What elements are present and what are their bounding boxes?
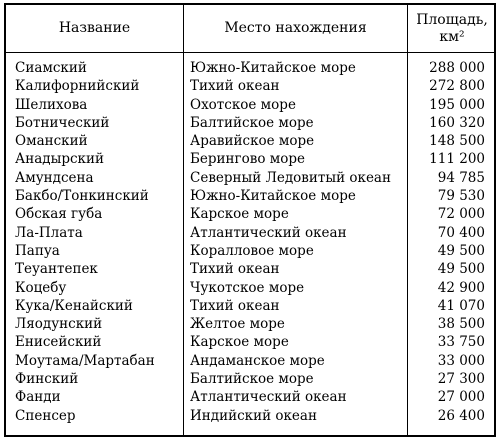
cell-name: Ла-Плата — [15, 224, 83, 241]
header-area-unit: км² — [439, 28, 465, 45]
cell-location: Тихий океан — [190, 78, 280, 95]
cell-location: Карское море — [190, 206, 289, 223]
cell-area: 79 530 — [437, 188, 485, 205]
cell-name: Теуантепек — [15, 261, 98, 278]
cell-name: Бакбо/Тонкинский — [15, 188, 149, 205]
cell-area: 33 000 — [437, 352, 485, 369]
table-row — [6, 132, 494, 150]
cell-name: Моутама/Мартабан — [15, 352, 155, 369]
cell-location: Карское море — [190, 334, 289, 351]
table-row — [6, 59, 494, 77]
header-name — [6, 5, 183, 52]
cell-name: Анадырский — [15, 151, 104, 168]
cell-name: Обская губа — [15, 206, 103, 223]
cell-location: Балтийское море — [190, 114, 314, 131]
table-row — [6, 260, 494, 278]
cell-name: Енисейский — [15, 334, 102, 351]
cell-name: Шелихова — [15, 96, 88, 113]
table-body — [6, 59, 494, 425]
cell-location: Атлантический океан — [190, 389, 347, 406]
cell-location: Коралловое море — [190, 242, 314, 259]
table-row — [6, 224, 494, 242]
cell-area: 272 800 — [429, 78, 485, 95]
cell-location: Охотское море — [190, 96, 296, 113]
cell-area: 38 500 — [437, 316, 485, 333]
cell-name: Коцебу — [15, 279, 67, 296]
table-row — [6, 150, 494, 168]
cell-location: Атлантический океан — [190, 224, 347, 241]
table-row — [6, 169, 494, 187]
table-row — [6, 407, 494, 425]
table-row — [6, 388, 494, 406]
cell-name: Оманский — [15, 133, 88, 150]
cell-location: Северный Ледовитый океан — [190, 169, 391, 186]
cell-location: Индийский океан — [190, 407, 317, 424]
header-location-label: Место нахождения — [224, 20, 367, 36]
cell-location: Тихий океан — [190, 297, 280, 314]
cell-area: 160 320 — [429, 114, 485, 131]
cell-area: 27 300 — [437, 371, 485, 388]
table-row — [6, 352, 494, 370]
cell-name: Фанди — [15, 389, 61, 406]
cell-location: Андаманское море — [190, 352, 325, 369]
table-row — [6, 333, 494, 351]
cell-location: Южно-Китайское море — [190, 60, 356, 76]
cell-location: Балтийское море — [190, 371, 314, 388]
cell-area: 42 900 — [437, 279, 485, 296]
cell-area: 195 000 — [429, 96, 485, 113]
cell-name: Ботнический — [15, 114, 110, 131]
cell-area: 72 000 — [437, 206, 485, 223]
table-row — [6, 96, 494, 114]
header-area — [408, 5, 496, 52]
cell-name: Ляодунский — [15, 316, 103, 333]
cell-location: Чукотское море — [190, 279, 305, 296]
cell-name: Сиамский — [15, 60, 87, 76]
cell-location: Тихий океан — [190, 261, 280, 278]
table-row — [6, 242, 494, 260]
cell-area: 49 500 — [437, 242, 485, 259]
table-row — [6, 205, 494, 223]
cell-name: Папуа — [15, 242, 60, 259]
gulfs-table — [4, 3, 496, 437]
table-row — [6, 370, 494, 388]
cell-area: 94 785 — [437, 169, 485, 186]
cell-location: Южно-Китайское море — [190, 188, 356, 205]
header-area-label: Площадь, — [416, 11, 488, 28]
cell-location: Желтое море — [190, 316, 285, 333]
table-row — [6, 315, 494, 333]
cell-area: 33 750 — [437, 334, 485, 351]
table-row — [6, 279, 494, 297]
cell-area: 288 000 — [429, 60, 485, 76]
table-row — [6, 187, 494, 205]
cell-name: Финский — [15, 371, 79, 388]
cell-area: 111 200 — [429, 151, 485, 168]
cell-name: Спенсер — [15, 407, 76, 424]
table-row — [6, 297, 494, 315]
cell-area: 70 400 — [437, 224, 485, 241]
header-location — [184, 5, 407, 52]
cell-location: Аравийское море — [190, 133, 315, 150]
header-name-label: Название — [58, 20, 131, 36]
cell-name: Кука/Кенайский — [15, 297, 133, 314]
cell-area: 148 500 — [429, 133, 485, 150]
cell-area: 27 000 — [437, 389, 485, 406]
cell-area: 41 070 — [437, 297, 485, 314]
cell-area: 49 500 — [437, 261, 485, 278]
table-row — [6, 114, 494, 132]
cell-area: 26 400 — [437, 407, 485, 424]
header-divider — [6, 52, 494, 53]
cell-name: Калифорнийский — [15, 78, 140, 95]
table-row — [6, 77, 494, 95]
cell-name: Амундсена — [15, 169, 94, 186]
cell-location: Берингово море — [190, 151, 306, 168]
